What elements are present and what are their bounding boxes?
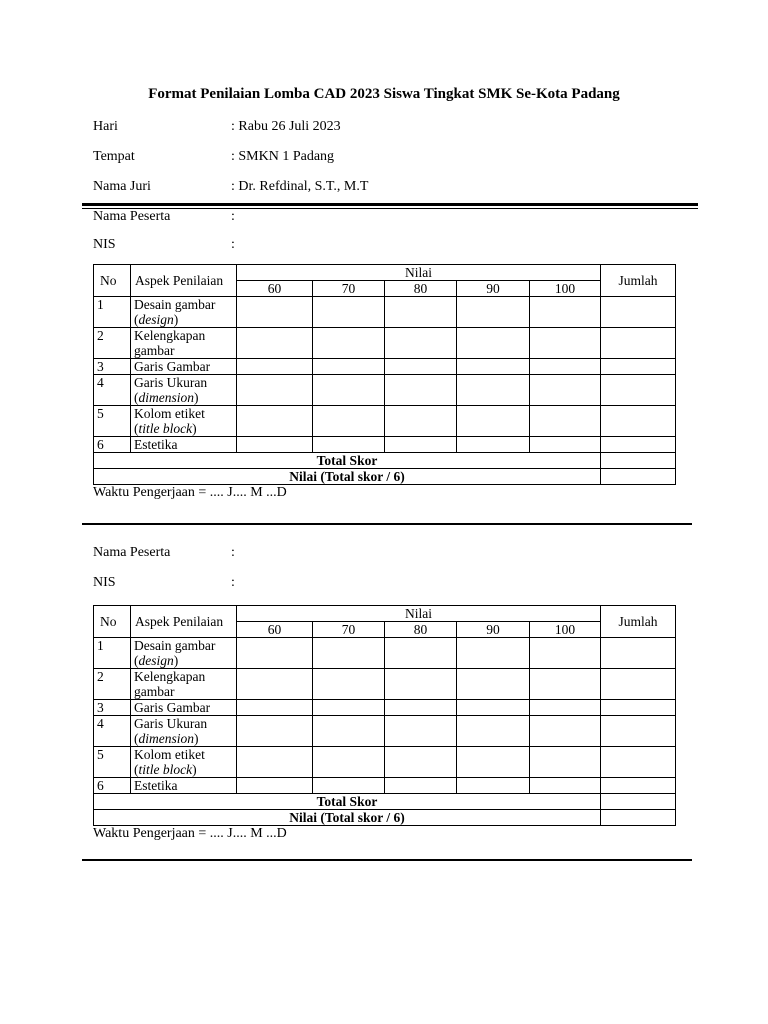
row-aspek-paren: ): [192, 762, 197, 777]
table-row: [94, 406, 676, 437]
peserta-value: :: [231, 545, 235, 560]
score-cell[interactable]: [385, 297, 457, 328]
row-aspek-text-2: gambar: [134, 684, 175, 699]
tempat-field: [93, 149, 334, 165]
hari-field: [93, 119, 341, 135]
tempat-value: : SMKN 1 Padang: [231, 149, 335, 164]
row-aspek-text: Estetika: [134, 778, 178, 793]
row-aspek-text: Desain gambar: [134, 638, 216, 653]
hari-value: : Rabu 26 Juli 2023: [231, 119, 341, 134]
row-aspek: [131, 700, 237, 716]
row-aspek: [131, 375, 237, 406]
score-80: 80: [385, 622, 457, 638]
score-cell[interactable]: [313, 638, 385, 669]
total-row: [94, 794, 676, 810]
score-90: 90: [457, 281, 530, 297]
total-row: [94, 453, 676, 469]
total-skor-label: Total Skor: [94, 794, 601, 810]
row-aspek: [131, 638, 237, 669]
header-nilai: Nilai: [237, 265, 601, 281]
score-table: [93, 605, 676, 826]
score-cell[interactable]: [313, 669, 385, 700]
score-cell[interactable]: [313, 359, 385, 375]
row-aspek-text: Desain gambar: [134, 297, 216, 312]
score-cell[interactable]: [457, 700, 530, 716]
row-aspek-italic: dimension: [138, 390, 194, 405]
juri-value: : Dr. Refdinal, S.T., M.T: [231, 179, 369, 194]
juri-field: [93, 179, 368, 195]
score-cell[interactable]: [385, 700, 457, 716]
row-aspek-text: Garis Ukuran: [134, 716, 208, 731]
nis-value: :: [231, 237, 235, 252]
row-aspek-italic: title block: [138, 421, 193, 436]
score-cell[interactable]: [457, 328, 530, 359]
score-cell[interactable]: [457, 747, 530, 778]
score-sheet-1: [93, 264, 675, 501]
row-no: 5: [94, 747, 131, 778]
row-no: 5: [94, 406, 131, 437]
nilai-cell[interactable]: [601, 810, 676, 826]
score-cell[interactable]: [530, 359, 601, 375]
row-aspek-text: Kolom etiket: [134, 406, 205, 421]
score-cell[interactable]: [385, 638, 457, 669]
score-cell[interactable]: [313, 375, 385, 406]
score-cell[interactable]: [237, 328, 313, 359]
row-aspek-text: Kelengkapan: [134, 669, 206, 684]
jumlah-cell[interactable]: [601, 406, 676, 437]
score-sheet-2: [93, 605, 675, 842]
row-no: 1: [94, 297, 131, 328]
score-cell[interactable]: [530, 638, 601, 669]
row-aspek-text: Garis Gambar: [134, 359, 211, 374]
row-no: 1: [94, 638, 131, 669]
score-cell[interactable]: [313, 297, 385, 328]
score-cell[interactable]: [457, 669, 530, 700]
header-divider: [82, 203, 698, 207]
row-aspek: [131, 359, 237, 375]
score-cell[interactable]: [530, 747, 601, 778]
score-cell[interactable]: [385, 716, 457, 747]
score-cell[interactable]: [237, 669, 313, 700]
total-skor-cell[interactable]: [601, 794, 676, 810]
row-aspek-text-2: gambar: [134, 343, 175, 358]
row-aspek-text: Garis Ukuran: [134, 375, 208, 390]
section-divider: [82, 523, 692, 525]
jumlah-cell[interactable]: [601, 716, 676, 747]
juri-label: Nama Juri: [93, 179, 151, 194]
score-cell[interactable]: [313, 437, 385, 453]
table-row: [94, 747, 676, 778]
nis-field: [93, 575, 235, 591]
score-cell[interactable]: [237, 638, 313, 669]
peserta-label: Nama Peserta: [93, 545, 171, 560]
jumlah-cell[interactable]: [601, 778, 676, 794]
header-jumlah: Jumlah: [601, 606, 676, 638]
score-cell[interactable]: [457, 297, 530, 328]
row-no: 2: [94, 328, 131, 359]
jumlah-cell[interactable]: [601, 747, 676, 778]
score-cell[interactable]: [530, 328, 601, 359]
score-cell[interactable]: [530, 700, 601, 716]
table-row: [94, 778, 676, 794]
header-no: No: [94, 265, 131, 297]
header-aspek: Aspek Penilaian: [131, 265, 237, 297]
score-cell[interactable]: [530, 437, 601, 453]
score-cell[interactable]: [457, 638, 530, 669]
nilai-row: [94, 810, 676, 826]
table-row: [94, 716, 676, 747]
nilai-cell[interactable]: [601, 469, 676, 485]
score-100: 100: [530, 622, 601, 638]
row-aspek-paren: ): [194, 390, 199, 405]
header-nilai: Nilai: [237, 606, 601, 622]
row-aspek: [131, 778, 237, 794]
row-no: 3: [94, 700, 131, 716]
score-cell[interactable]: [385, 778, 457, 794]
score-table: [93, 264, 676, 485]
jumlah-cell[interactable]: [601, 359, 676, 375]
header-jumlah: Jumlah: [601, 265, 676, 297]
row-aspek-paren: (: [134, 731, 139, 746]
jumlah-cell[interactable]: [601, 700, 676, 716]
document-title: Format Penilaian Lomba CAD 2023 Siswa Tingkat SMK Se-Kota Padang: [148, 86, 620, 102]
row-aspek-italic: design: [138, 653, 174, 668]
row-no: 4: [94, 375, 131, 406]
score-70: 70: [313, 622, 385, 638]
row-aspek-paren: ): [194, 731, 199, 746]
score-cell[interactable]: [530, 375, 601, 406]
row-aspek-paren: (: [134, 390, 139, 405]
jumlah-cell[interactable]: [601, 638, 676, 669]
score-90: 90: [457, 622, 530, 638]
table-row: [94, 437, 676, 453]
score-cell[interactable]: [385, 669, 457, 700]
nis-label: NIS: [93, 575, 116, 590]
row-aspek: [131, 328, 237, 359]
score-80: 80: [385, 281, 457, 297]
row-aspek-italic: title block: [138, 762, 193, 777]
nis-field: [93, 237, 235, 253]
score-cell[interactable]: [385, 328, 457, 359]
jumlah-cell[interactable]: [601, 297, 676, 328]
nilai-row: [94, 469, 676, 485]
waktu-pengerjaan: Waktu Pengerjaan = .... J.... M ...D: [93, 826, 287, 841]
row-no: 2: [94, 669, 131, 700]
table-row: [94, 375, 676, 406]
score-cell[interactable]: [457, 359, 530, 375]
row-aspek-paren: ): [173, 653, 179, 668]
table-row: [94, 669, 676, 700]
row-aspek: [131, 406, 237, 437]
table-row: [94, 297, 676, 328]
nilai-label: Nilai (Total skor / 6): [94, 810, 601, 826]
score-cell[interactable]: [530, 406, 601, 437]
score-cell[interactable]: [530, 778, 601, 794]
score-cell[interactable]: [237, 375, 313, 406]
row-aspek-paren: (: [134, 653, 139, 668]
score-cell[interactable]: [313, 716, 385, 747]
peserta-value: :: [231, 209, 235, 224]
row-aspek-paren: (: [134, 312, 139, 327]
score-cell[interactable]: [457, 375, 530, 406]
row-aspek-italic: dimension: [138, 731, 194, 746]
total-skor-cell[interactable]: [601, 453, 676, 469]
row-aspek-text: Garis Gambar: [134, 700, 211, 715]
score-cell[interactable]: [385, 747, 457, 778]
score-cell[interactable]: [313, 747, 385, 778]
jumlah-cell[interactable]: [601, 437, 676, 453]
score-cell[interactable]: [237, 359, 313, 375]
score-cell[interactable]: [313, 328, 385, 359]
hari-label: Hari: [93, 119, 118, 134]
score-cell[interactable]: [385, 406, 457, 437]
nis-value: :: [231, 575, 235, 590]
score-cell[interactable]: [457, 716, 530, 747]
table-row: [94, 328, 676, 359]
jumlah-cell[interactable]: [601, 375, 676, 406]
score-cell[interactable]: [237, 700, 313, 716]
row-aspek: [131, 716, 237, 747]
score-60: 60: [237, 281, 313, 297]
score-cell[interactable]: [530, 716, 601, 747]
section-divider: [82, 859, 692, 861]
row-aspek: [131, 297, 237, 328]
score-cell[interactable]: [457, 778, 530, 794]
nis-label: NIS: [93, 237, 116, 252]
score-cell[interactable]: [237, 437, 313, 453]
score-70: 70: [313, 281, 385, 297]
table-row: [94, 638, 676, 669]
score-cell[interactable]: [385, 375, 457, 406]
score-cell[interactable]: [237, 297, 313, 328]
score-100: 100: [530, 281, 601, 297]
row-aspek-text: Estetika: [134, 437, 178, 452]
table-row: [94, 359, 676, 375]
row-aspek: [131, 669, 237, 700]
nilai-label: Nilai (Total skor / 6): [94, 469, 601, 485]
score-cell[interactable]: [313, 700, 385, 716]
row-aspek-italic: design: [138, 312, 174, 327]
tempat-label: Tempat: [93, 149, 135, 164]
score-cell[interactable]: [530, 669, 601, 700]
waktu-pengerjaan: Waktu Pengerjaan = .... J.... M ...D: [93, 485, 287, 500]
row-aspek-paren: ): [173, 312, 179, 327]
score-cell[interactable]: [385, 437, 457, 453]
peserta-field: [93, 209, 235, 225]
row-aspek: [131, 437, 237, 453]
header-aspek: Aspek Penilaian: [131, 606, 237, 638]
score-cell[interactable]: [530, 297, 601, 328]
peserta-field: [93, 545, 235, 561]
score-cell[interactable]: [385, 359, 457, 375]
row-no: 6: [94, 778, 131, 794]
score-cell[interactable]: [313, 778, 385, 794]
row-aspek-paren: (: [134, 421, 139, 436]
total-skor-label: Total Skor: [94, 453, 601, 469]
score-cell[interactable]: [237, 778, 313, 794]
row-aspek: [131, 747, 237, 778]
score-cell[interactable]: [237, 747, 313, 778]
row-no: 4: [94, 716, 131, 747]
row-aspek-text: Kelengkapan: [134, 328, 206, 343]
row-no: 3: [94, 359, 131, 375]
score-cell[interactable]: [457, 437, 530, 453]
row-aspek-text: Kolom etiket: [134, 747, 205, 762]
score-cell[interactable]: [313, 406, 385, 437]
row-aspek-paren: (: [134, 762, 139, 777]
peserta-label: Nama Peserta: [93, 209, 171, 224]
jumlah-cell[interactable]: [601, 328, 676, 359]
jumlah-cell[interactable]: [601, 669, 676, 700]
score-cell[interactable]: [457, 406, 530, 437]
score-cell[interactable]: [237, 716, 313, 747]
table-row: [94, 700, 676, 716]
score-cell[interactable]: [237, 406, 313, 437]
score-60: 60: [237, 622, 313, 638]
row-no: 6: [94, 437, 131, 453]
row-aspek-paren: ): [192, 421, 197, 436]
header-no: No: [94, 606, 131, 638]
